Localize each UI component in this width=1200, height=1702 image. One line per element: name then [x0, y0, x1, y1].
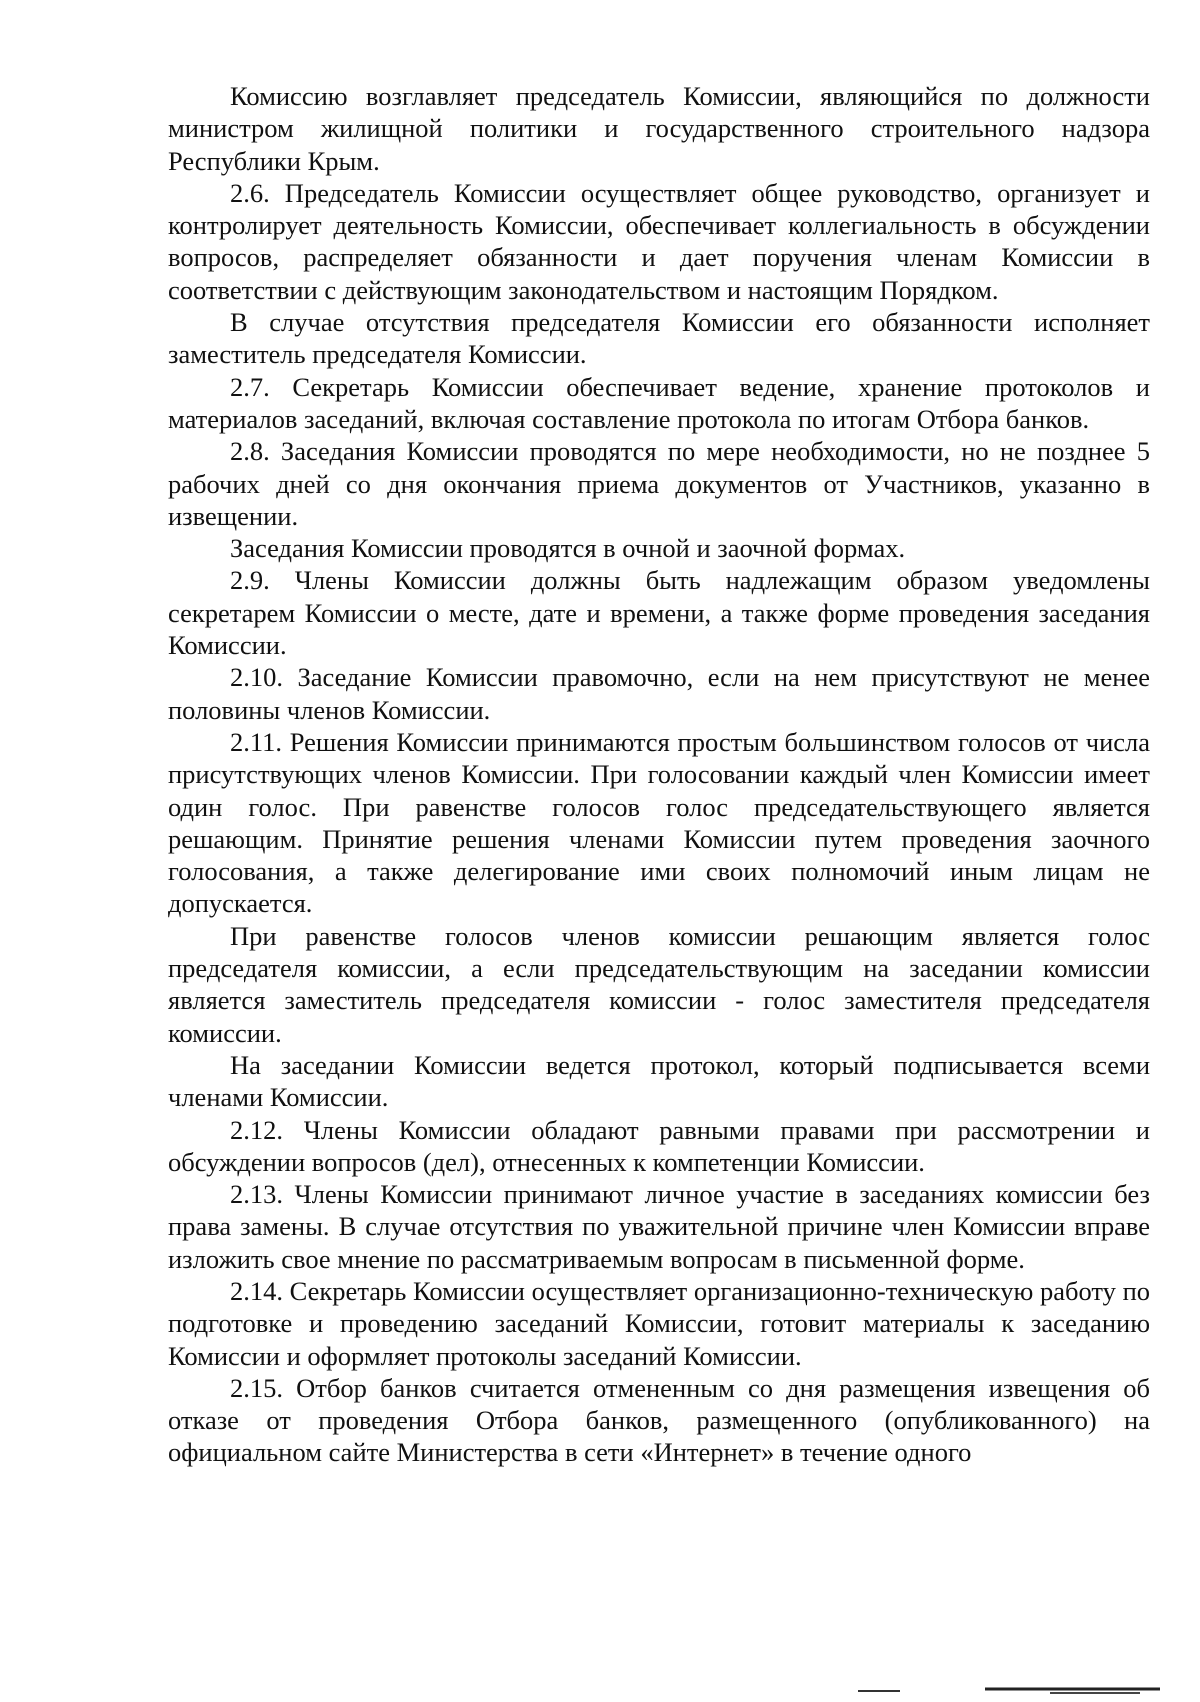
paragraph-2-12: 2.12. Члены Комиссии обладают равными правами при рассмотрении и обсуждении вопросов (дел), отнесенных к компетенции Комиссии.: [168, 1114, 1150, 1177]
paragraph-2-7: 2.7. Секретарь Комиссии обеспечивает ведение, хранение протоколов и материалов заседаний, включая составление протокола по итогам Отбора банков.: [168, 371, 1150, 434]
paragraph-2-13: 2.13. Члены Комиссии принимают личное участие в заседаниях комиссии без права замены. В случае отсутствия по уважительной причине член Комиссии вправе изложить свое мнение по рассматриваемым вопросам в письменной форме.: [168, 1179, 1150, 1274]
paragraph-2-11: 2.11. Решения Комиссии принимаются простым большинством голосов от числа присутствующих членов Комиссии. При голосовании каждый член Комиссии имеет один голос. При равенстве голосов голос председательствующего является решающим. Принятие решения членами Комиссии путем проведения заочного голосования, а также делегирование ими своих полномочий иным лицам не допускается.: [168, 726, 1150, 919]
paragraph-2-8: 2.8. Заседания Комиссии проводятся по мере необходимости, но не позднее 5 рабочих дней со дня окончания приема документов от Участников, указанно в извещении.: [168, 436, 1150, 531]
document-body: [168, 80, 1150, 1469]
paragraph-2-15: 2.15. Отбор банков считается отмененным со дня размещения извещения об отказе от проведения Отбора банков, размещенного (опубликованного) на официальном сайте Министерства в сети «Интернет» в течение одного: [168, 1372, 1150, 1468]
paragraph-chairman: Комиссию возглавляет председатель Комиссии, являющийся по должности министром жилищной политики и государственного строительного надзора Республики Крым.: [168, 81, 1150, 176]
paragraph-2-14: 2.14. Секретарь Комиссии осуществляет организационно-техническую работу по подготовке и проведению заседаний Комиссии, готовит материалы к заседанию Комиссии и оформляет протоколы заседаний Комиссии.: [168, 1275, 1150, 1371]
paragraph-2-9: 2.9. Члены Комиссии должны быть надлежащим образом уведомлены секретарем Комиссии о месте, дате и времени, а также форме проведения заседания Комиссии.: [168, 565, 1150, 661]
paragraph-protocol: На заседании Комиссии ведется протокол, который подписывается всеми членами Комиссии.: [168, 1049, 1150, 1113]
paragraph-2-10: 2.10. Заседание Комиссии правомочно, если на нем присутствуют не менее половины членов Комиссии.: [168, 662, 1150, 725]
paragraph-2-6: 2.6. Председатель Комиссии осуществляет общее руководство, организует и контролирует деятельность Комиссии, обеспечивает коллегиальность в обсуждении вопросов, распределяет обязанности и дает поручения членам Комиссии в соответствии с действующим законодательством и настоящим Порядком.: [168, 177, 1150, 305]
paragraph-meeting-forms: Заседания Комиссии проводятся в очной и заочной формах.: [230, 533, 906, 564]
paragraph-tie-vote: При равенстве голосов членов комиссии решающим является голос председателя комиссии, а если председательствующим на заседании комиссии является заместитель председателя комиссии - голос заместителя председателя комиссии.: [168, 920, 1150, 1048]
paragraph-chairman-absence: В случае отсутствия председателя Комиссии его обязанности исполняет заместитель председателя Комиссии.: [168, 307, 1150, 370]
